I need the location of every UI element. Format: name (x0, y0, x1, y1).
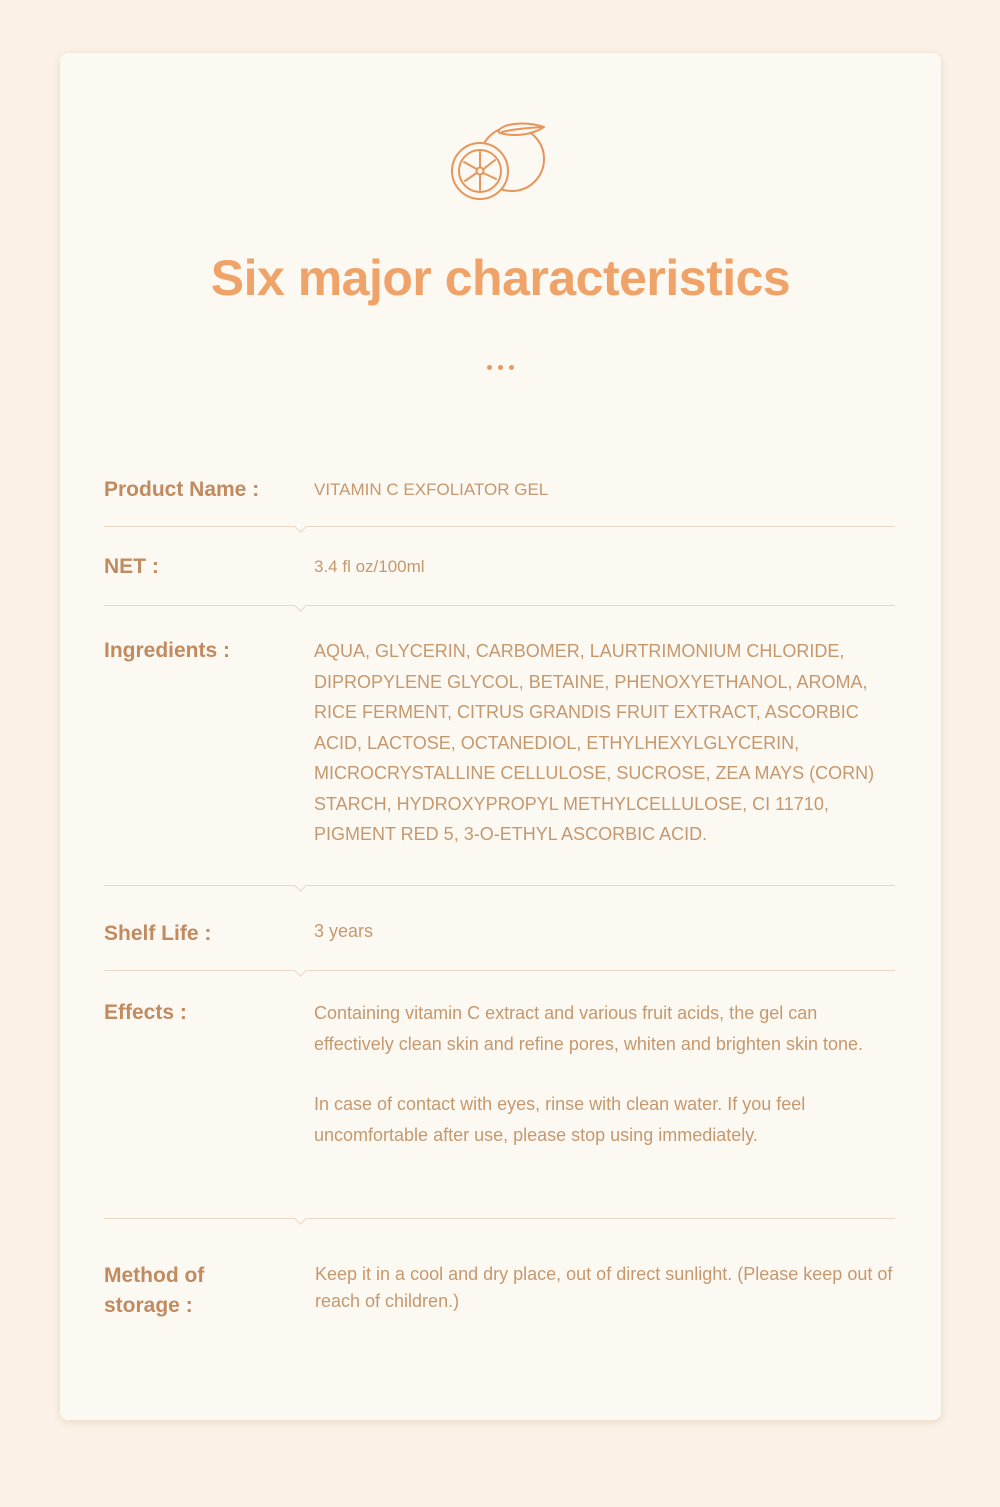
characteristics-card (60, 53, 941, 1420)
page-title: Six major characteristics (210, 250, 791, 306)
spec-label: Ingredients : (104, 639, 231, 662)
spec-label: NET : (104, 555, 159, 578)
spec-value: 3 years (314, 921, 374, 941)
effects-description: Containing vitamin C extract and various fruit acids, the gel can effectively clean skin and refine pores, whiten and brighten skin tone. (314, 1003, 863, 1054)
effects-warning: In case of contact with eyes, rinse with clean water. If you feel uncomfortable after use, please stop using immediately. (314, 1094, 806, 1145)
three-dots-icon (60, 365, 941, 370)
spec-label: Method of storage : (104, 1264, 205, 1317)
spec-value: VITAMIN C EXFOLIATOR GEL (314, 480, 549, 499)
divider (104, 885, 895, 886)
spec-value: 3.4 fl oz/100ml (314, 557, 425, 576)
divider (104, 526, 895, 527)
divider (104, 970, 895, 971)
divider (104, 605, 895, 606)
grapefruit-icon (448, 121, 548, 201)
spec-label: Shelf Life : (104, 922, 212, 945)
spec-value: AQUA, GLYCERIN, CARBOMER, LAURTRIMONIUM CHLORIDE, DIPROPYLENE GLYCOL, BETAINE, PHENOXYETHANOL, AROMA, RICE FERMENT, CITRUS GRANDIS FRUIT EXTRACT, ASCORBIC ACID, LACTOSE, OCTANEDIOL, ETHYLHEXYLGLYCERIN, MICROCRYSTALLINE CELLULOSE, SUCROSE, ZEA MAYS (CORN) STARCH, HYDROXYPROPYL METHYLCELLULOSE, CI 11710, PIGMENT RED 5, 3-O-ETHYL ASCORBIC ACID. (314, 641, 875, 844)
spec-label: Effects : (104, 1001, 187, 1024)
spec-value: Keep it in a cool and dry place, out of direct sunlight. (Please keep out of reach of children.) (315, 1264, 893, 1311)
spec-label: Product Name : (104, 478, 260, 501)
divider (104, 1218, 895, 1219)
spec-value-group (314, 998, 874, 1180)
